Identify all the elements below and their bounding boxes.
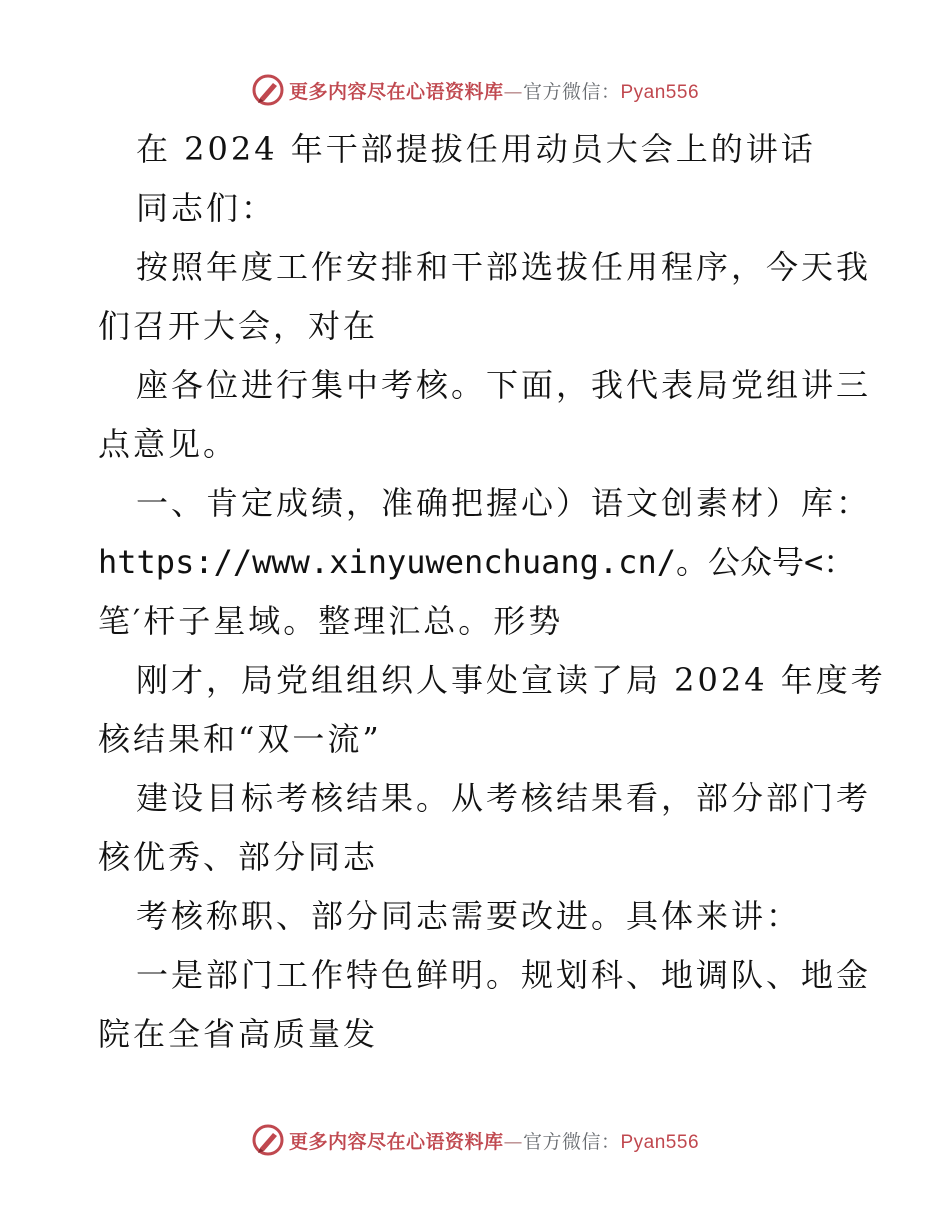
salutation: 同志们： (136, 189, 277, 227)
header-watermark (0, 70, 950, 110)
paragraph-line: 考核称职、部分同志需要改进。具体来讲： (136, 897, 802, 935)
banner-dash: — (503, 80, 523, 103)
section-heading: 一、肯定成绩，准确把握心）语文创素材）库： (136, 484, 872, 522)
banner-wechat-handle: Pyan556 (620, 81, 700, 103)
paragraph-line: 一是部门工作特色鲜明。规划科、地调队、地金 (136, 956, 872, 994)
paragraph-line: 按照年度工作安排和干部选拔任用程序，今天我 (136, 248, 872, 286)
banner-dash: — (503, 1130, 523, 1153)
banner-site-name: 更多内容尽在心语资料库 (288, 1130, 504, 1153)
paragraph-line: 核优秀、部分同志 (98, 838, 379, 876)
paragraph-line: 笔′杆子星域。整理汇总。形势 (98, 602, 564, 640)
banner-wechat-label: 官方微信： (522, 80, 621, 103)
document-title: 在 2024 年干部提拔任用动员大会上的讲话 (136, 130, 816, 168)
paragraph-line: 核结果和“双一流” (98, 720, 382, 758)
paragraph-line: 刚才，局党组组织人事处宣读了局 2024 年度考 (136, 661, 886, 699)
document-body (98, 120, 886, 1064)
paragraph-line: 院在全省高质量发 (98, 1015, 379, 1053)
footer-watermark (0, 1120, 950, 1160)
pen-logo-icon (251, 1123, 285, 1157)
paragraph-line: 座各位进行集中考核。下面，我代表局党组讲三 (136, 366, 872, 404)
banner-site-name: 更多内容尽在心语资料库 (288, 80, 504, 103)
url-line: https://www.xinyuwenchuang.cn/。公众号<： (98, 543, 856, 581)
banner-wechat-handle: Pyan556 (620, 1131, 700, 1153)
paragraph-line: 们召开大会，对在 (98, 307, 379, 345)
paragraph-line: 点意见。 (98, 425, 239, 463)
pen-logo-icon (251, 73, 285, 107)
paragraph-line: 建设目标考核结果。从考核结果看，部分部门考 (136, 779, 872, 817)
banner-wechat-label: 官方微信： (522, 1130, 621, 1153)
